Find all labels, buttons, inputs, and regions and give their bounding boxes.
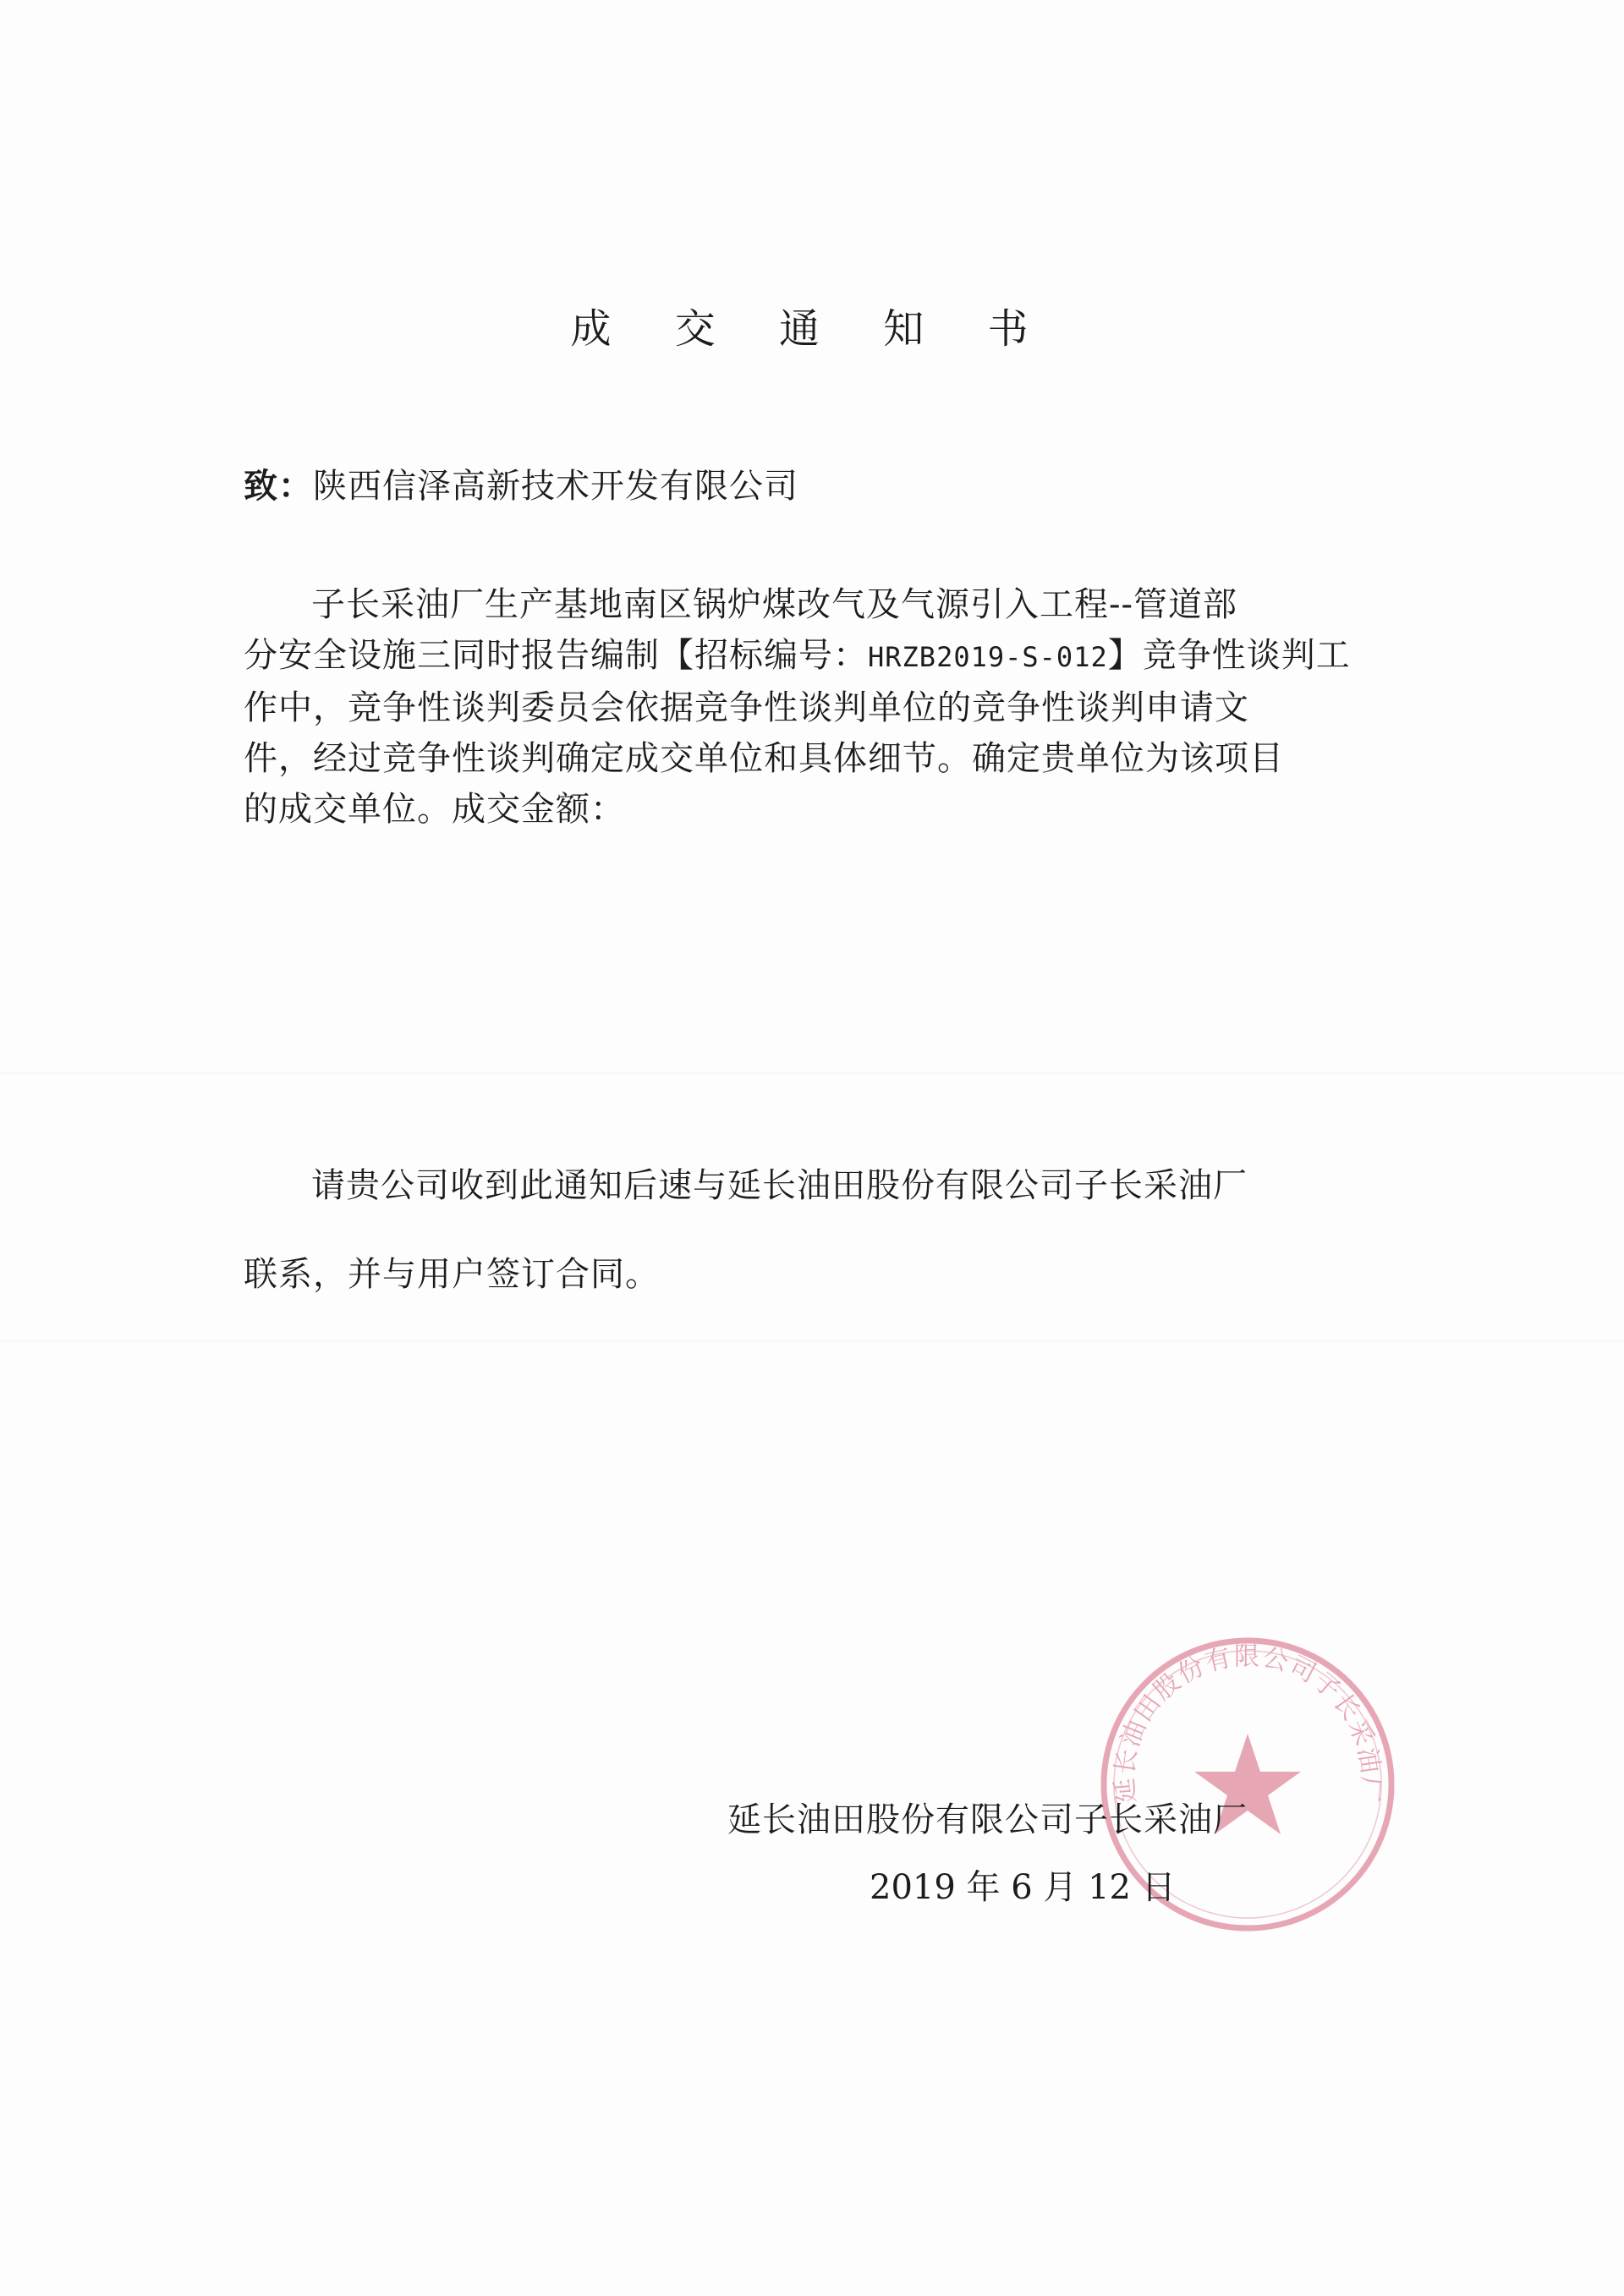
body-paragraph-2 bbox=[244, 1142, 1311, 1319]
document-title: 成 交 通 知 书 bbox=[570, 305, 1054, 353]
body-paragraph-1 bbox=[244, 579, 1351, 835]
paragraph-line: 请贵公司收到此通知后速与延长油田股份有限公司子长采油厂 bbox=[311, 1166, 1248, 1205]
paragraph-text: 】竞争性谈判工 bbox=[1107, 636, 1351, 675]
scan-fold-line bbox=[0, 1072, 1624, 1074]
tender-number: HRZB2019-S-012 bbox=[868, 641, 1108, 673]
scan-fold-line bbox=[0, 1340, 1624, 1342]
paragraph-line: 的成交单位。成交金额： bbox=[244, 790, 625, 829]
paragraph-line: 件，经过竞争性谈判确定成交单位和具体细节。确定贵单位为该项目 bbox=[244, 739, 1284, 778]
seal-text: 延长油田股份有限公司子长采油厂 bbox=[1110, 1641, 1385, 1806]
recipient-line bbox=[244, 459, 798, 507]
paragraph-line bbox=[244, 630, 1351, 682]
paragraph-line: 作中，竞争性谈判委员会依据竞争性谈判单位的竞争性谈判申请文 bbox=[244, 688, 1249, 727]
paragraph-line: 联系，并与用户签订合同。 bbox=[244, 1255, 660, 1294]
recipient-lead: 致： bbox=[244, 467, 313, 506]
recipient-name: 陕西信泽高新技术开发有限公司 bbox=[313, 467, 798, 506]
paragraph-text: 分安全设施三同时报告编制【招标编号： bbox=[244, 636, 868, 675]
signature-company: 延长油田股份有限公司子长采油厂 bbox=[727, 1800, 1248, 1839]
paragraph-line: 子长采油厂生产基地南区锅炉煤改气及气源引入工程--管道部 bbox=[311, 585, 1238, 624]
signature-date: 2019 年 6 月 12 日 bbox=[870, 1868, 1176, 1907]
